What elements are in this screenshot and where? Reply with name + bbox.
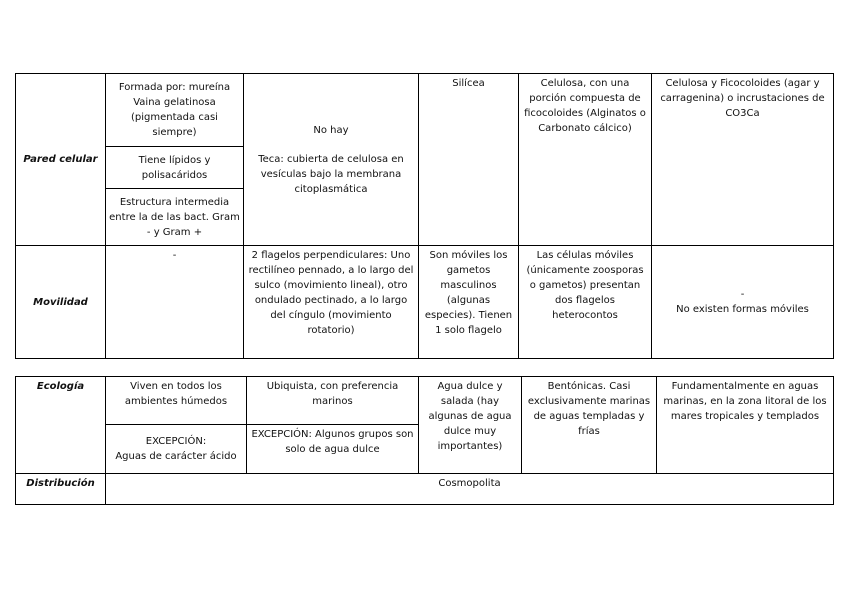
cell-pared-dino-none: No hay [313, 124, 349, 136]
cell-eco-bact-exception [106, 425, 247, 474]
cell-eco-bact-habitat: Viven en todos los ambientes húmedos [106, 377, 247, 425]
cell-mov-diatom: Son móviles los gametos masculinos (algunas especies). Tienen 1 solo flagelo [419, 246, 519, 359]
cell-pared-dino-teca: Teca: cubierta de celulosa en vesículas bajo la membrana citoplasmática [258, 153, 404, 195]
cell-pared-bact-composition: Formada por: mureína Vaina gelatinosa (pigmentada casi siempre) [106, 74, 244, 147]
cell-mov-rodo-dash: - [740, 289, 745, 300]
cell-eco-diatom: Agua dulce y salada (hay algunas de agua dulce muy importantes) [419, 377, 522, 474]
row-header-ecologia: Ecología [16, 377, 106, 474]
cell-eco-feo: Bentónicas. Casi exclusivamente marinas de aguas templadas y frías [522, 377, 657, 474]
cell-eco-dino-habitat: Ubiquista, con preferencia marinos [247, 377, 419, 425]
row-header-pared-celular: Pared celular [16, 74, 106, 246]
cell-mov-dino: 2 flagelos perpendiculares: Uno rectilíneo pennado, a lo largo del sulco (movimiento lineal), otro ondulado pectinado, a lo largo del cíngulo (movimiento rotatorio) [244, 246, 419, 359]
cell-pared-bact-structure: Estructura intermedia entre la de las bact. Gram - y Gram + [106, 189, 244, 246]
row-header-distribucion: Distribución [16, 474, 106, 505]
cell-pared-diatom: Silícea [419, 74, 519, 246]
cell-pared-bact-lipids: Tiene lípidos y polisacáridos [106, 147, 244, 189]
cell-pared-dino [244, 74, 419, 246]
cell-eco-bact-exception-label: EXCEPCIÓN: [145, 436, 207, 447]
cell-mov-feo: Las células móviles (únicamente zoosporas o gametos) presentan dos flagelos heterocontos [519, 246, 652, 359]
cell-mov-bact: - [106, 246, 244, 359]
features-table-2 [15, 376, 834, 505]
cell-pared-feo: Celulosa, con una porción compuesta de ficocoloides (Alginatos o Carbonato cálcico) [519, 74, 652, 246]
cell-eco-bact-exception-text: Aguas de carácter ácido [115, 451, 237, 462]
cell-mov-rodo [652, 246, 834, 359]
cell-eco-dino-exception: EXCEPCIÓN: Algunos grupos son solo de agua dulce [247, 425, 419, 474]
row-header-movilidad: Movilidad [16, 246, 106, 359]
cell-pared-rodo: Celulosa y Ficocoloides (agar y carragenina) o incrustaciones de CO3Ca [652, 74, 834, 246]
cell-eco-rodo: Fundamentalmente en aguas marinas, en la zona litoral de los mares tropicales y templados [657, 377, 834, 474]
cell-distribucion-value: Cosmopolita [106, 474, 834, 505]
cell-mov-rodo-text: No existen formas móviles [676, 304, 809, 315]
features-table-1 [15, 73, 834, 359]
